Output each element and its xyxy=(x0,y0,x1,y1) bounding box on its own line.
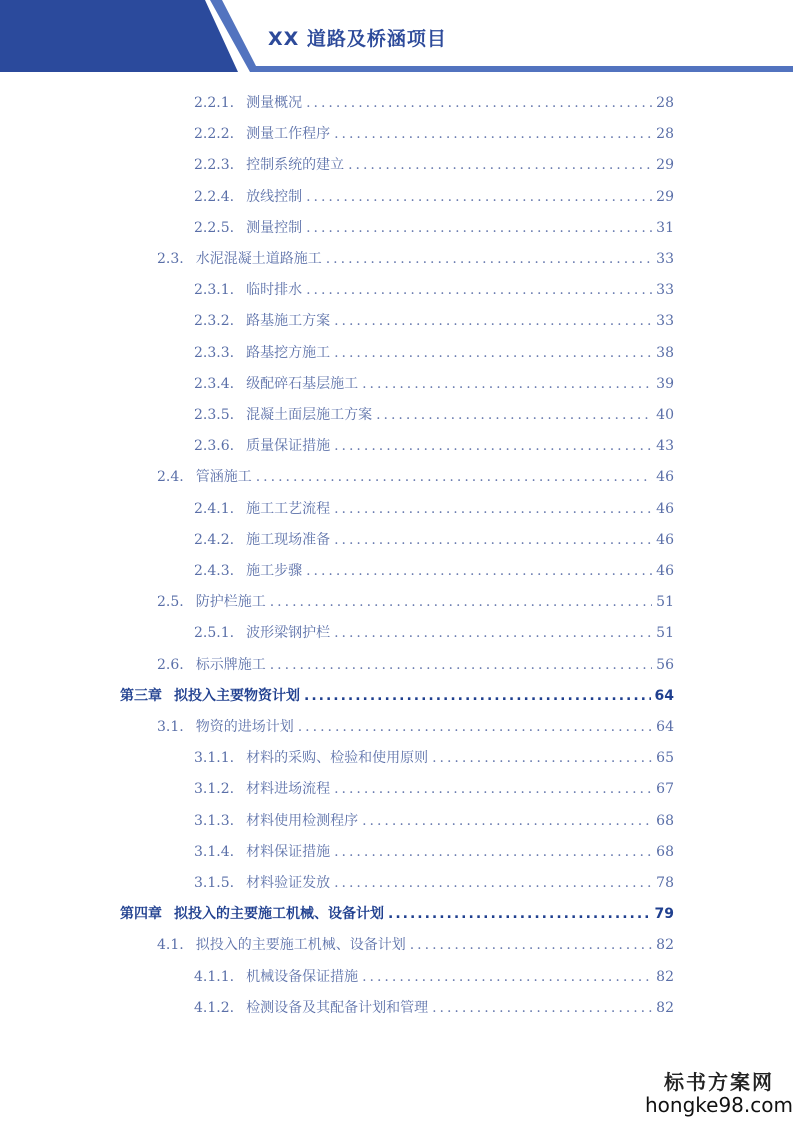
toc-entry[interactable] xyxy=(194,279,674,301)
toc-dot-leader xyxy=(256,469,652,485)
toc-entry-title: 标示牌施工 xyxy=(195,656,266,673)
toc-entry-number: 第四章 xyxy=(120,906,162,923)
toc-page-number: 67 xyxy=(656,781,674,798)
toc-entry-number: 2.2.1. xyxy=(194,95,235,111)
toc-entry[interactable] xyxy=(157,934,674,956)
toc-entry[interactable] xyxy=(194,747,674,769)
toc-entry-number: 2.3.1. xyxy=(194,282,235,299)
toc-entry-title: 拟投入的主要施工机械、设备计划 xyxy=(195,937,406,954)
toc-entry-title: 物资的进场计划 xyxy=(195,719,294,735)
toc-page-number: 33 xyxy=(656,313,674,330)
toc-entry-number: 3.1.3. xyxy=(194,812,235,829)
watermark-site-name: 标书方案网 xyxy=(663,1070,774,1094)
toc-dot-leader xyxy=(334,625,652,641)
toc-entry-title: 级配碎石基层施工 xyxy=(246,375,359,392)
toc-chapter-entry[interactable] xyxy=(120,903,674,925)
toc-page-number: 43 xyxy=(656,438,674,455)
toc-entry[interactable] xyxy=(194,872,674,894)
toc-entry[interactable] xyxy=(157,654,674,676)
toc-entry-number: 2.3.5. xyxy=(194,407,235,423)
toc-entry-title: 路基挖方施工 xyxy=(246,344,331,361)
toc-page-number: 68 xyxy=(656,812,674,829)
toc-entry[interactable] xyxy=(194,435,674,457)
toc-dot-leader xyxy=(334,345,652,361)
toc-entry[interactable] xyxy=(194,622,674,644)
toc-entry-title: 放线控制 xyxy=(246,188,303,205)
toc-page-number: 33 xyxy=(656,282,674,299)
toc-entry-title: 路基施工方案 xyxy=(246,313,331,330)
toc-entry-number: 4.1.1. xyxy=(194,968,235,985)
toc-entry-number: 4.1. xyxy=(157,937,184,954)
watermark-url: hongke98.com xyxy=(645,1093,793,1117)
toc-dot-leader xyxy=(334,532,652,548)
toc-page-number: 51 xyxy=(656,625,674,642)
toc-entry-number: 3.1.2. xyxy=(194,781,235,798)
toc-page-number: 46 xyxy=(656,469,674,486)
toc-entry[interactable] xyxy=(194,498,674,520)
toc-dot-leader xyxy=(306,563,652,579)
toc-entry[interactable] xyxy=(194,810,674,832)
toc-entry-number: 2.5. xyxy=(157,594,184,611)
toc-entry-number: 2.3.6. xyxy=(194,438,235,455)
toc-entry-number: 2.3.3. xyxy=(194,344,235,361)
toc-entry[interactable] xyxy=(194,342,674,364)
header-dark-shape xyxy=(0,0,238,72)
toc-entry[interactable] xyxy=(194,217,674,239)
toc-entry-number: 2.3.4. xyxy=(194,375,235,392)
toc-dot-leader xyxy=(334,501,652,517)
toc-entry-title: 材料验证发放 xyxy=(246,875,331,891)
toc-dot-leader xyxy=(306,220,652,236)
toc-dot-leader xyxy=(334,313,652,329)
toc-dot-leader xyxy=(376,407,652,423)
toc-page-number: 33 xyxy=(656,251,674,267)
toc-dot-leader xyxy=(388,906,651,922)
toc-page-number: 46 xyxy=(656,531,674,548)
toc-entry-title: 拟投入主要物资计划 xyxy=(174,687,300,704)
toc-entry-title: 材料的采购、检验和使用原则 xyxy=(246,750,429,767)
toc-page-number: 78 xyxy=(656,875,674,891)
toc-entry[interactable] xyxy=(157,466,674,488)
toc-page-number: 82 xyxy=(656,999,674,1016)
toc-dot-leader xyxy=(306,282,652,298)
toc-entry-title: 临时排水 xyxy=(246,282,303,299)
toc-entry-number: 4.1.2. xyxy=(194,999,235,1016)
toc-dot-leader xyxy=(362,813,652,829)
toc-page-number: 28 xyxy=(656,95,674,111)
toc-page-number: 64 xyxy=(656,719,674,735)
toc-dot-leader xyxy=(270,657,652,673)
toc-dot-leader xyxy=(326,251,652,267)
toc-page-number: 38 xyxy=(656,344,674,361)
toc-entry-number: 第三章 xyxy=(120,687,162,704)
toc-entry[interactable] xyxy=(194,404,674,426)
toc-entry-number: 3.1.4. xyxy=(194,843,235,860)
document-title: XX 道路及桥涵项目 xyxy=(268,28,447,50)
toc-entry-title: 材料进场流程 xyxy=(246,781,331,798)
toc-entry-number: 2.2.3. xyxy=(194,157,235,174)
toc-dot-leader xyxy=(304,688,651,704)
toc-dot-leader xyxy=(432,1000,652,1016)
toc-entry-number: 2.3.2. xyxy=(194,313,235,330)
toc-entry-title: 施工工艺流程 xyxy=(246,500,331,517)
toc-dot-leader xyxy=(306,189,652,205)
toc-page-number: 46 xyxy=(656,500,674,517)
toc-dot-leader xyxy=(432,750,652,766)
toc-page-number: 65 xyxy=(656,750,674,767)
toc-entry[interactable] xyxy=(194,778,674,800)
toc-page-number: 51 xyxy=(656,594,674,611)
toc-entry[interactable] xyxy=(194,123,674,145)
toc-entry-number: 2.6. xyxy=(157,656,184,673)
toc-dot-leader xyxy=(348,157,652,173)
toc-entry-title: 拟投入的主要施工机械、设备计划 xyxy=(174,906,384,923)
toc-entry[interactable] xyxy=(194,373,674,395)
toc-entry-number: 3.1.5. xyxy=(194,875,235,891)
toc-entry-title: 质量保证措施 xyxy=(246,438,331,455)
toc-entry[interactable] xyxy=(194,529,674,551)
toc-chapter-entry[interactable] xyxy=(120,685,674,707)
toc-page-number: 64 xyxy=(654,687,674,704)
toc-dot-leader xyxy=(362,376,652,392)
toc-page-number: 39 xyxy=(656,375,674,392)
toc-entry[interactable] xyxy=(157,248,674,270)
toc-page-number: 82 xyxy=(656,968,674,985)
toc-entry[interactable] xyxy=(194,310,674,332)
toc-entry[interactable] xyxy=(157,591,674,613)
toc-dot-leader xyxy=(306,95,652,111)
toc-entry[interactable] xyxy=(194,560,674,582)
toc-entry-number: 2.3. xyxy=(157,251,184,267)
toc-entry-title: 施工步骤 xyxy=(246,563,303,579)
toc-entry[interactable] xyxy=(194,92,674,114)
toc-entry[interactable] xyxy=(194,841,674,863)
toc-page-number: 29 xyxy=(656,188,674,205)
toc-entry-title: 防护栏施工 xyxy=(195,594,266,611)
toc-dot-leader xyxy=(334,438,652,454)
toc-page-number: 56 xyxy=(656,656,674,673)
toc-entry-title: 机械设备保证措施 xyxy=(246,968,359,985)
toc-dot-leader xyxy=(334,126,652,142)
toc-dot-leader xyxy=(270,594,652,610)
toc-page-number: 31 xyxy=(656,219,674,236)
toc-dot-leader xyxy=(410,937,652,953)
toc-entry-number: 2.2.2. xyxy=(194,126,235,143)
toc-entry-title: 波形梁钢护栏 xyxy=(246,625,331,642)
toc-entry-title: 测量工作程序 xyxy=(246,126,331,143)
toc-page-number: 46 xyxy=(656,563,674,579)
toc-entry-number: 2.5.1. xyxy=(194,625,235,642)
toc-entry-title: 水泥混凝土道路施工 xyxy=(195,251,322,267)
toc-dot-leader xyxy=(362,969,652,985)
toc-entry-title: 测量控制 xyxy=(246,219,303,236)
toc-entry-number: 2.4. xyxy=(157,469,184,486)
toc-dot-leader xyxy=(334,781,652,797)
toc-entry-number: 2.4.2. xyxy=(194,531,235,548)
toc-entry-number: 2.2.5. xyxy=(194,219,235,236)
toc-entry-number: 2.4.3. xyxy=(194,563,235,579)
toc-entry-number: 3.1.1. xyxy=(194,750,235,767)
toc-entry-number: 2.4.1. xyxy=(194,500,235,517)
toc-entry-title: 材料保证措施 xyxy=(246,843,331,860)
toc-page-number: 82 xyxy=(656,937,674,954)
toc-entry[interactable] xyxy=(157,716,674,738)
watermark xyxy=(645,1066,793,1117)
toc-entry-number: 3.1. xyxy=(157,719,184,735)
toc-entry-title: 控制系统的建立 xyxy=(246,157,345,174)
toc-entry-number: 2.2.4. xyxy=(194,188,235,205)
toc-entry-title: 测量概况 xyxy=(246,95,303,111)
toc-dot-leader xyxy=(298,719,652,735)
toc-dot-leader xyxy=(334,844,652,860)
toc-page-number: 28 xyxy=(656,126,674,143)
toc-page-number: 40 xyxy=(656,407,674,423)
toc-dot-leader xyxy=(334,875,652,891)
toc-entry[interactable] xyxy=(194,966,674,988)
toc-entry-title: 管涵施工 xyxy=(195,469,252,486)
toc-page-number: 68 xyxy=(656,843,674,860)
toc-entry-title: 混凝土面层施工方案 xyxy=(246,407,373,423)
toc-entry[interactable] xyxy=(194,154,674,176)
toc-entry-title: 施工现场准备 xyxy=(246,531,331,548)
toc-entry[interactable] xyxy=(194,186,674,208)
toc-entry-title: 检测设备及其配备计划和管理 xyxy=(246,999,429,1016)
toc-entry[interactable] xyxy=(194,997,674,1019)
toc-entry-title: 材料使用检测程序 xyxy=(246,812,359,829)
toc-page-number: 79 xyxy=(654,906,674,923)
toc-page-number: 29 xyxy=(656,157,674,174)
